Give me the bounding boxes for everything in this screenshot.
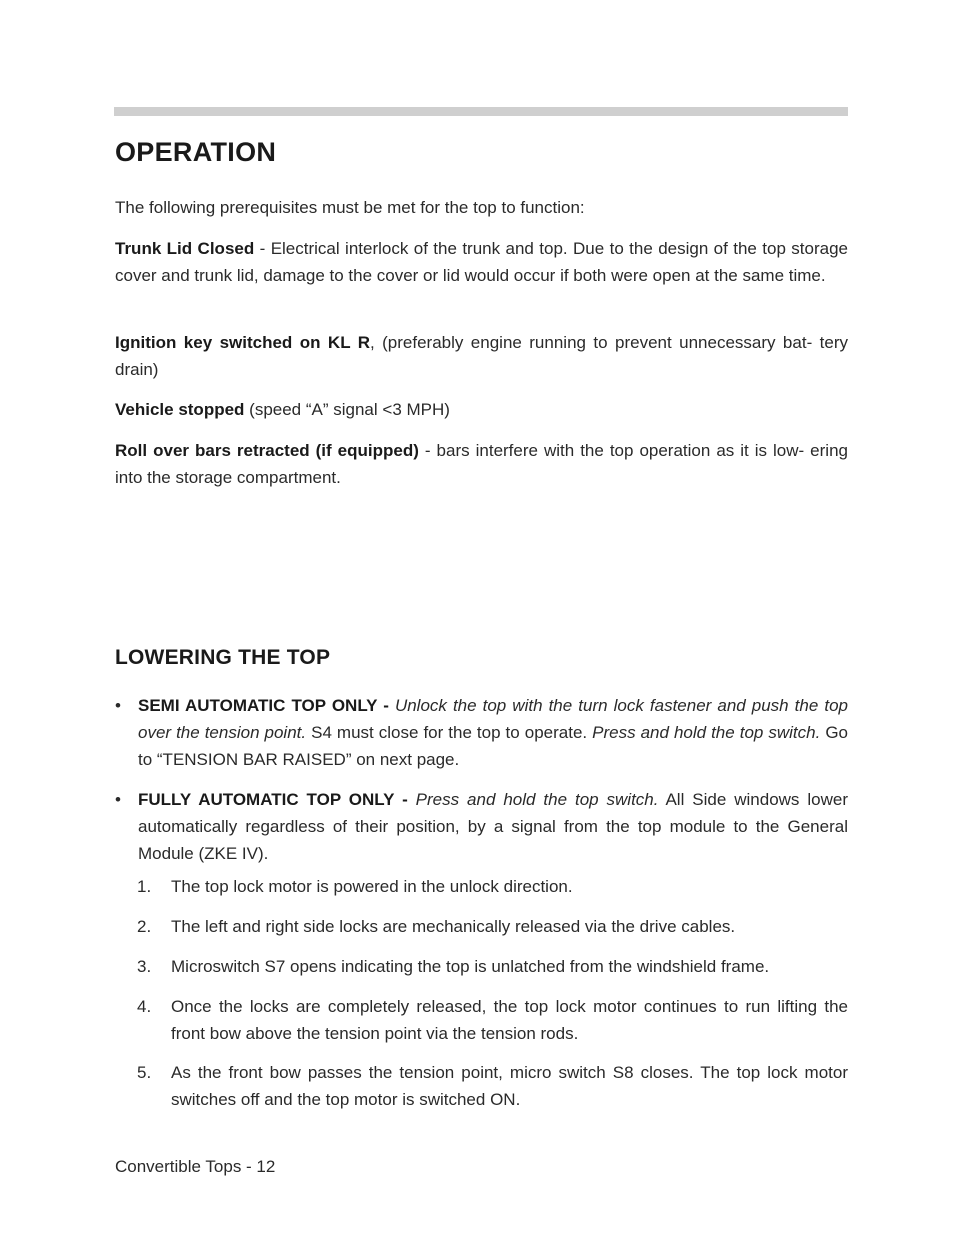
section-heading-lowering: LOWERING THE TOP bbox=[115, 646, 331, 669]
bullet-body: Go to “TENSION BAR RAISED” on next page. bbox=[138, 723, 848, 769]
bullet-label: SEMI AUTOMATIC TOP ONLY - bbox=[138, 696, 395, 715]
bullet-italic: Press and hold the top switch. bbox=[592, 723, 821, 742]
step-item bbox=[137, 953, 848, 980]
step-text: Microswitch S7 opens indicating the top is unlatched from the windshield frame. bbox=[171, 957, 770, 976]
intro-paragraph: The following prerequisites must be met for the top to function: bbox=[115, 198, 585, 217]
bullet-text bbox=[138, 786, 848, 867]
step-number: 4. bbox=[137, 997, 152, 1016]
step-text: As the front bow passes the tension point, micro switch S8 closes. The top lock motor switches off and the top motor is switched ON. bbox=[171, 1063, 848, 1109]
prereq-term: Roll over bars retracted (if equipped) bbox=[115, 441, 419, 460]
bullet-body: All Side windows lower automatically regardless of their position, by a signal from the top module to the General Module (ZKE IV). bbox=[138, 790, 848, 863]
prereq-term: Vehicle stopped bbox=[115, 400, 245, 419]
bullet-label: FULLY AUTOMATIC TOP ONLY - bbox=[138, 790, 416, 809]
page-footer: Convertible Tops - 12 bbox=[115, 1157, 276, 1176]
header-rule bbox=[114, 107, 848, 116]
prereq-text: - bars interfere with the top operation as it is low- ering into the storage compartment. bbox=[115, 441, 848, 487]
bullet-fully-automatic bbox=[115, 786, 848, 867]
step-number: 2. bbox=[137, 917, 152, 936]
step-text: The top lock motor is powered in the unlock direction. bbox=[171, 877, 573, 896]
prereq-ignition bbox=[115, 329, 848, 383]
prereq-roll-over-bars bbox=[115, 437, 848, 491]
bullet-text bbox=[138, 692, 848, 773]
prereq-trunk-lid bbox=[115, 235, 848, 289]
step-item bbox=[137, 913, 848, 940]
prereq-term: Trunk Lid Closed bbox=[115, 239, 255, 258]
prereq-text: (speed “A” signal <3 MPH) bbox=[244, 400, 450, 419]
step-item bbox=[137, 993, 848, 1047]
prereq-vehicle-stopped bbox=[115, 396, 848, 423]
step-text: Once the locks are completely released, the top lock motor continues to run lifting the front bow above the tension point via the tension rods. bbox=[171, 997, 848, 1043]
prereq-text: , (preferably engine running to prevent unnecessary bat- tery drain) bbox=[115, 333, 848, 379]
bullet-dot: • bbox=[115, 696, 121, 715]
bullet-body: S4 must close for the top to operate. bbox=[306, 723, 593, 742]
step-item bbox=[137, 1059, 848, 1113]
prereq-term: Ignition key switched on KL R bbox=[115, 333, 370, 352]
step-text: The left and right side locks are mechanically released via the drive cables. bbox=[171, 917, 736, 936]
step-number: 3. bbox=[137, 957, 152, 976]
page-title: OPERATION bbox=[115, 137, 277, 167]
step-number: 5. bbox=[137, 1063, 152, 1082]
bullet-dot: • bbox=[115, 790, 121, 809]
prereq-text: - Electrical interlock of the trunk and top. Due to the design of the top storage cover and trunk lid, damage to the cover or lid would occur if both were open at the same time. bbox=[115, 239, 848, 285]
step-item bbox=[137, 873, 848, 900]
step-number: 1. bbox=[137, 877, 152, 896]
bullet-italic: Unlock the top with the turn lock fastener and push the top over the tension point. bbox=[138, 696, 848, 742]
bullet-italic: Press and hold the top switch. bbox=[415, 790, 659, 809]
bullet-semi-automatic bbox=[115, 692, 848, 773]
